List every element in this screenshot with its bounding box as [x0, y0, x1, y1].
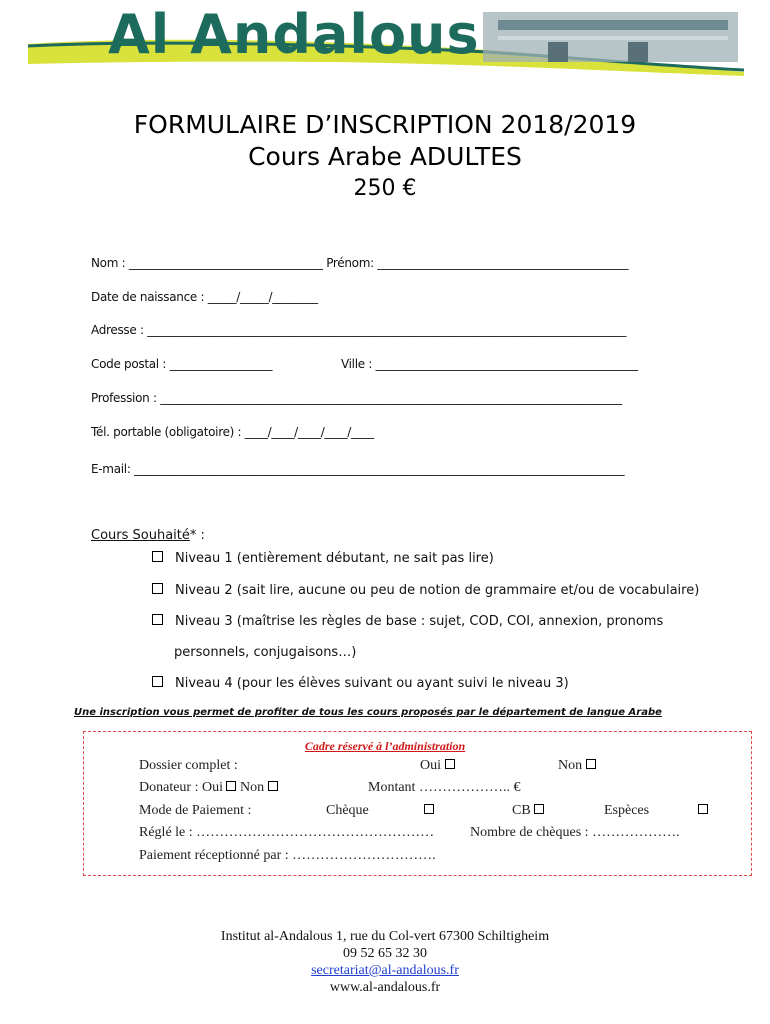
- checkbox-icon[interactable]: [152, 551, 163, 562]
- dossier-oui[interactable]: [420, 758, 455, 774]
- dossier-oui-label: Oui: [420, 758, 441, 773]
- option-niveau-4[interactable]: [152, 676, 569, 691]
- cheque-label: Chèque: [326, 803, 369, 818]
- field-telephone[interactable]: Tél. portable (obligatoire) : ____/____/____/____/____: [91, 425, 374, 439]
- option-label: Niveau 1 (entièrement débutant, ne sait pas lire): [175, 551, 494, 566]
- checkbox-icon[interactable]: [698, 804, 708, 814]
- cours-suffix: * :: [189, 528, 205, 543]
- montant-field[interactable]: Montant ……………….. €: [368, 780, 521, 795]
- especes-label: Espèces: [604, 803, 650, 818]
- field-adresse[interactable]: Adresse : ____________________________________________________________________________________: [91, 323, 627, 337]
- checkbox-icon[interactable]: [534, 804, 544, 814]
- cb-label: CB: [512, 803, 531, 818]
- option-niveau-3-cont: personnels, conjugaisons…): [174, 645, 357, 660]
- checkbox-icon[interactable]: [152, 583, 163, 594]
- dossier-non[interactable]: [558, 758, 596, 774]
- field-ville[interactable]: Ville : ______________________________________________: [341, 357, 638, 371]
- footer-website[interactable]: www.al-andalous.fr: [329, 980, 441, 995]
- option-niveau-2[interactable]: [152, 583, 699, 598]
- option-label: Niveau 4 (pour les élèves suivant ou ayant suivi le niveau 3): [175, 676, 569, 691]
- admin-title: Cadre réservé à l’administration: [304, 739, 466, 753]
- footer-phone: 09 52 65 32 30: [343, 946, 427, 961]
- option-niveau-1[interactable]: [152, 551, 494, 566]
- field-email[interactable]: E-mail: ______________________________________________________________________________________: [91, 462, 625, 476]
- footer-email-link[interactable]: secretariat@al-andalous.fr: [311, 963, 459, 978]
- checkbox-icon[interactable]: [152, 614, 163, 625]
- mode-paiement-label: Mode de Paiement :: [139, 803, 252, 818]
- form-title: FORMULAIRE D’INSCRIPTION 2018/2019: [133, 110, 637, 139]
- dossier-non-label: Non: [558, 758, 583, 773]
- donateur-non-label: Non: [239, 780, 265, 795]
- checkbox-icon[interactable]: [152, 676, 163, 687]
- field-date-naissance[interactable]: Date de naissance : _____/_____/________: [91, 290, 318, 304]
- header-banner: [28, 3, 744, 76]
- donateur-row: [139, 780, 278, 796]
- nombre-cheques-field[interactable]: Nombre de chèques : ……………….: [470, 825, 680, 840]
- donateur-oui-label: Donateur : Oui: [139, 780, 223, 795]
- footer-address: Institut al-Andalous 1, rue du Col-vert 67300 Schiltigheim: [220, 929, 550, 944]
- option-niveau-3[interactable]: [152, 614, 663, 629]
- checkbox-icon[interactable]: [226, 781, 236, 791]
- cours-heading: [91, 528, 205, 543]
- field-code-postal[interactable]: Code postal : __________________: [91, 357, 273, 371]
- checkbox-icon[interactable]: [586, 759, 596, 769]
- dossier-label: Dossier complet :: [139, 758, 238, 773]
- checkbox-icon[interactable]: [445, 759, 455, 769]
- logo-text: Al Andalous: [108, 3, 480, 66]
- field-nom-prenom[interactable]: Nom : __________________________________ Prénom: ____________________________________________: [91, 256, 629, 270]
- cheque-checkbox[interactable]: [424, 803, 434, 819]
- cb-option[interactable]: [512, 803, 544, 819]
- price: 250 €: [353, 176, 417, 201]
- option-label: Niveau 3 (maîtrise les règles de base : sujet, COD, COI, annexion, pronoms: [175, 614, 664, 629]
- checkbox-icon[interactable]: [268, 781, 278, 791]
- especes-checkbox[interactable]: [698, 803, 708, 819]
- field-profession[interactable]: Profession : _________________________________________________________________________________: [91, 391, 622, 405]
- cours-label: Cours Souhaité: [91, 528, 190, 543]
- paiement-recu-field[interactable]: Paiement réceptionné par : ………………………….: [139, 848, 436, 863]
- inscription-note: Une inscription vous permet de profiter de tous les cours proposés par le département de langue Arabe: [74, 707, 662, 718]
- option-label: Niveau 2 (sait lire, aucune ou peu de notion de grammaire et/ou de vocabulaire): [175, 583, 700, 598]
- checkbox-icon[interactable]: [424, 804, 434, 814]
- regle-le-field[interactable]: Réglé le : ……………………………………………: [139, 825, 435, 840]
- form-subtitle: Cours Arabe ADULTES: [248, 142, 522, 171]
